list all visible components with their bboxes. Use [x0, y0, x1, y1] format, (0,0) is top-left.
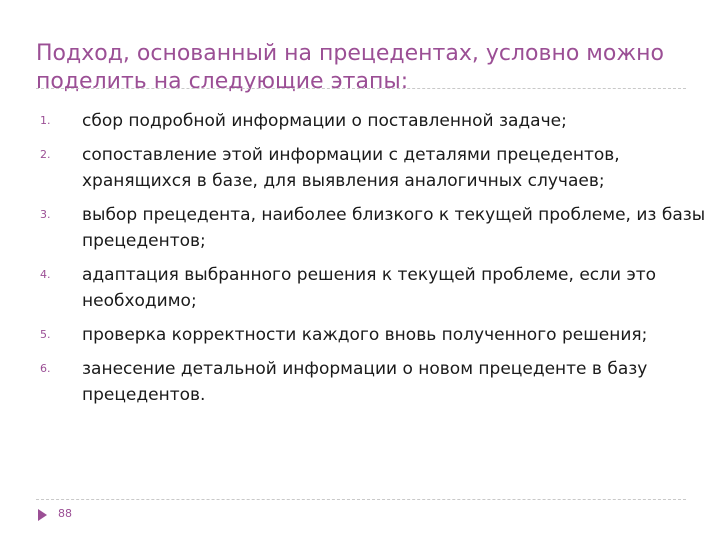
- title-divider: [36, 88, 686, 89]
- step-number: 6.: [40, 362, 51, 375]
- list-item: [40, 356, 710, 408]
- step-number: 3.: [40, 208, 51, 221]
- footer-divider: [36, 499, 686, 500]
- list-item: [40, 262, 710, 314]
- page-number: 88: [58, 507, 72, 520]
- list-item: [40, 202, 710, 254]
- step-number: 1.: [40, 114, 51, 127]
- list-item: [40, 108, 710, 134]
- list-item: [40, 322, 710, 348]
- step-text: сбор подробной информации о поставленной задаче;: [82, 111, 567, 131]
- steps-list: [40, 108, 710, 416]
- step-number: 2.: [40, 148, 51, 161]
- step-text: выбор прецедента, наиболее близкого к текущей проблеме, из базы прецедентов;: [82, 205, 706, 251]
- step-number: 5.: [40, 328, 51, 341]
- step-text: адаптация выбранного решения к текущей проблеме, если это необходимо;: [82, 265, 657, 311]
- list-item: [40, 142, 710, 194]
- triangle-marker-icon: [38, 509, 47, 521]
- step-text: проверка корректности каждого вновь полученного решения;: [82, 325, 648, 345]
- step-number: 4.: [40, 268, 51, 281]
- step-text: сопоставление этой информации с деталями прецедентов, хранящихся в базе, для выявления аналогичных случаев;: [82, 145, 620, 191]
- step-text: занесение детальной информации о новом прецеденте в базу прецедентов.: [82, 359, 648, 405]
- slide-title: Подход, основанный на прецедентах, условно можно поделить на следующие этапы:: [36, 41, 665, 94]
